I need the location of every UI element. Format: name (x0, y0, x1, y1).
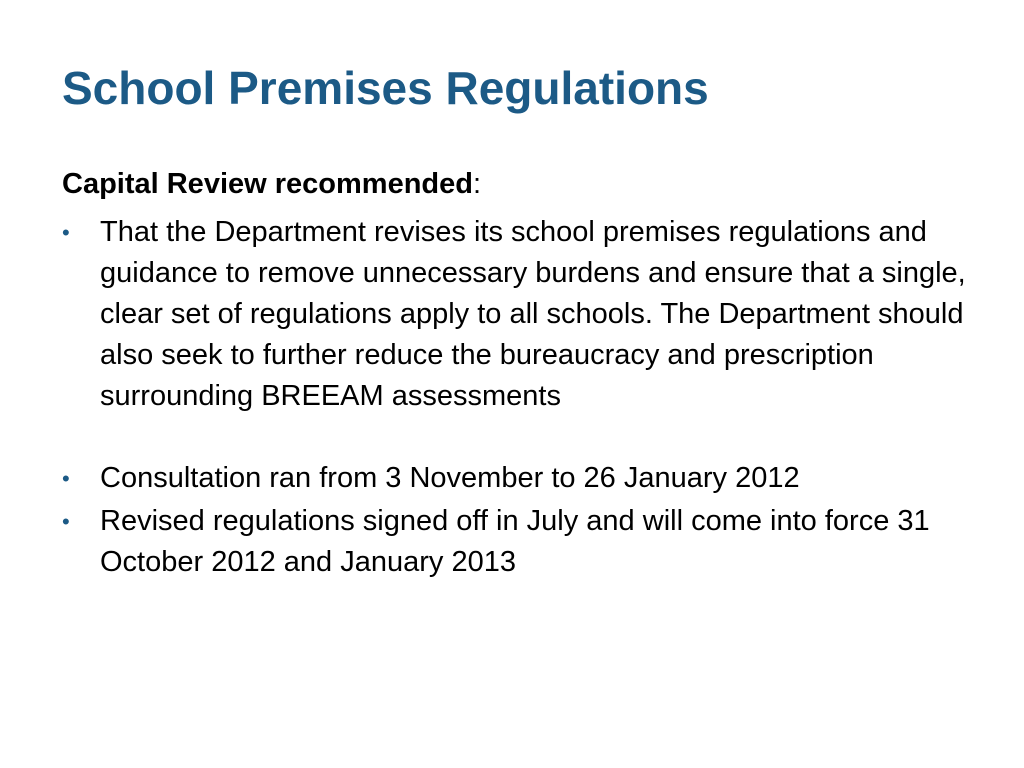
intro-colon: : (472, 168, 482, 200)
bullet-text: Revised regulations signed off in July and will come into force 31 October 2012 and January 2013 (100, 505, 930, 578)
slide-title: School Premises Regulations (62, 62, 709, 114)
slide-body (62, 164, 982, 585)
intro-heading: Capital Review recommended (62, 168, 473, 200)
bullet-item (62, 458, 982, 499)
bullet-dot-icon: • (62, 466, 70, 491)
bullet-dot-icon: • (62, 220, 70, 245)
bullet-item (62, 212, 982, 417)
bullet-text: That the Department revises its school premises regulations and guidance to remove unnecessary burdens and ensure that a single, clear set of regulations apply to all schools. The Department should also seek to further reduce the bureaucracy and prescription surrounding BREEAM assessments (100, 216, 966, 412)
intro-line (62, 164, 982, 205)
bullet-dot-icon: • (62, 509, 70, 534)
bullet-text: Consultation ran from 3 November to 26 January 2012 (100, 462, 800, 494)
bullet-list (62, 212, 982, 583)
bullet-item (62, 501, 982, 583)
